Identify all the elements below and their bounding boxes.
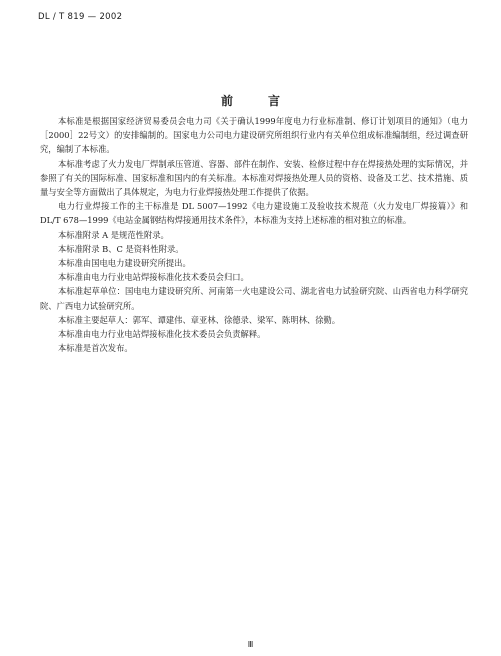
page-number: Ⅲ [247,640,254,649]
paragraph: 电力行业焊接工作的主干标准是 DL 5007—1992《电力建设施工及验收技术规范（火力发电厂焊接篇）》和 DL/T 678—1999《电站金属钢结构焊接通用技术条件》，本标准为支持上述标准的相对独立的标准。 [40,201,468,226]
document-code-header: DL / T 819 — 2002 [38,12,123,22]
paragraph: 本标准附录 A 是规范性附录。 [58,229,169,240]
paragraph: 本标准考虑了火力发电厂焊制承压管道、容器、部件在制作、安装、检修过程中存在焊接热处理的实际情况，并参照了有关的国际标准、国家标准和国内的有关标准。本标准对焊接热处理人员的资格、设备及工艺、技术措施、质量与安全等方面做出了具体规定，为电力行业焊接热处理工作提供了依据。 [40,158,468,198]
paragraph: 本标准是首次发布。 [58,343,133,354]
foreword-body [40,114,468,355]
paragraph: 本标准由电力行业电站焊接标准化技术委员会负责解释。 [58,329,266,340]
paragraph: 本标准附录 B、C 是资料性附录。 [58,243,184,254]
title-char-1: 前 [221,94,234,108]
paragraph: 本标准是根据国家经济贸易委员会电力司《关于确认1999年度电力行业标准制、修订计划项目的通知》（电力［2000］22号文）的安排编制的。国家电力公司电力建设研究所组织行业内有关单位组成标准编制组，经过调查研究，编制了本标准。 [40,116,468,155]
paragraph: 本标准起草单位：国电电力建设研究所、河南第一火电建设公司、湖北省电力试验研究院、山西省电力科学研究院、广西电力试验研究所。 [40,286,468,311]
paragraph: 本标准由国电电力建设研究所提出。 [58,258,191,269]
title-char-2: 言 [268,94,281,108]
paragraph: 本标准由电力行业电站焊接标准化技术委员会归口。 [58,272,249,283]
paragraph: 本标准主要起草人：郭军、谭建伟、章亚林、徐德录、梁军、陈明林、徐勤。 [58,314,341,325]
